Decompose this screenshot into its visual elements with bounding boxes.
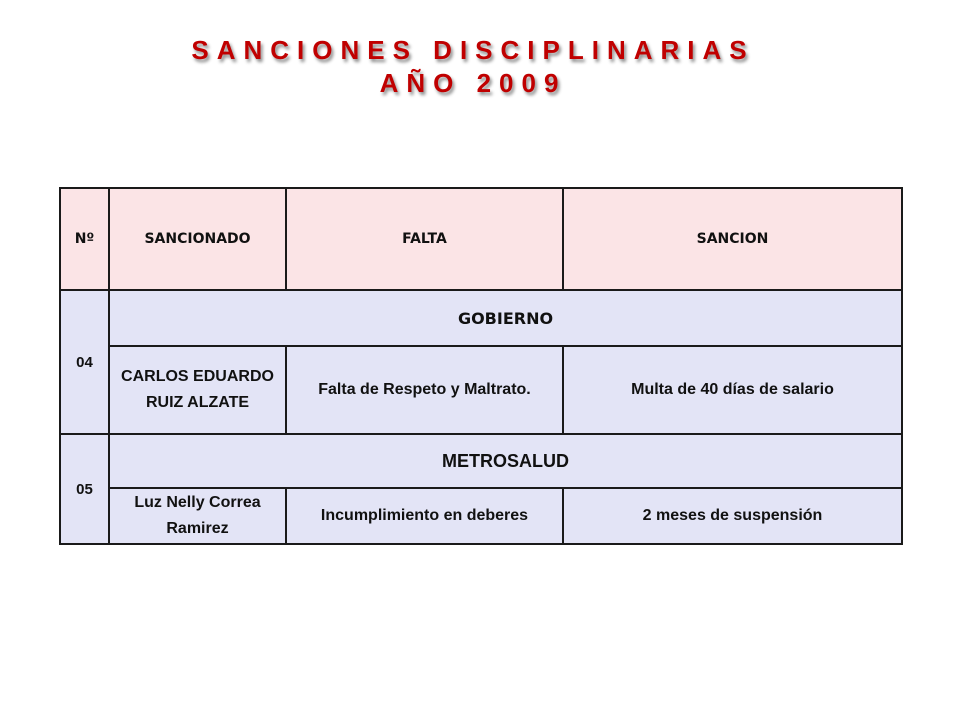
header-falta: FALTA xyxy=(286,188,563,290)
group-entity-label: GOBIERNO xyxy=(109,290,902,346)
group-number: 04 xyxy=(60,290,109,434)
title-line-1: SANCIONES DISCIPLINARIAS xyxy=(191,35,755,65)
header-sancion: SANCION xyxy=(563,188,902,290)
sancionado-cell: Luz Nelly Correa Ramirez xyxy=(109,488,286,544)
page-title xyxy=(0,34,946,100)
sanctions-table xyxy=(59,187,903,545)
falta-cell: Falta de Respeto y Maltrato. xyxy=(286,346,563,434)
header-sancionado: SANCIONADO xyxy=(109,188,286,290)
group-row-metrosalud xyxy=(60,434,902,488)
group-row-gobierno xyxy=(60,290,902,346)
group-entity-label: METROSALUD xyxy=(109,434,902,488)
sancion-cell: 2 meses de suspensión xyxy=(563,488,902,544)
falta-cell: Incumplimiento en deberes xyxy=(286,488,563,544)
header-num: Nº xyxy=(60,188,109,290)
group-number: 05 xyxy=(60,434,109,544)
sancionado-cell: CARLOS EDUARDO RUIZ ALZATE xyxy=(109,346,286,434)
sancion-cell: Multa de 40 días de salario xyxy=(563,346,902,434)
table-row xyxy=(60,488,902,544)
title-line-2: AÑO 2009 xyxy=(379,68,567,98)
table-header-row xyxy=(60,188,902,290)
table-row xyxy=(60,346,902,434)
